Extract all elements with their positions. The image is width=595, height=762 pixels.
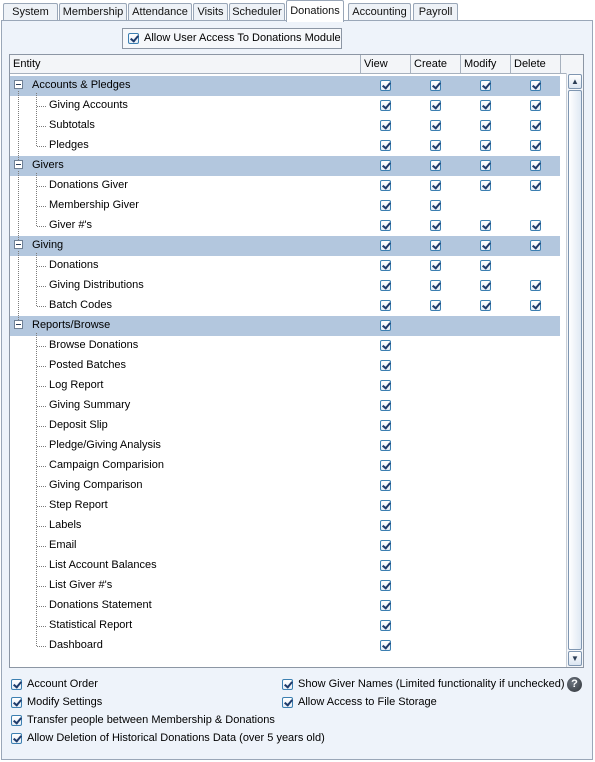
- view-checkbox[interactable]: [380, 420, 391, 431]
- create-checkbox[interactable]: [430, 280, 441, 291]
- view-checkbox[interactable]: [380, 500, 391, 511]
- entity-label: Campaign Comparision: [49, 459, 164, 471]
- delete-checkbox[interactable]: [530, 140, 541, 151]
- table-row[interactable]: [10, 136, 560, 156]
- tree-connector: [37, 106, 46, 107]
- modify-checkbox[interactable]: [480, 80, 491, 91]
- modify-checkbox[interactable]: [480, 100, 491, 111]
- tree-connector: [37, 526, 46, 527]
- tree-connector: [37, 646, 46, 647]
- question-icon[interactable]: ?: [567, 677, 582, 692]
- delete-checkbox[interactable]: [530, 240, 541, 251]
- entity-label: Giving Distributions: [49, 279, 144, 291]
- tree-connector: [37, 226, 46, 227]
- view-checkbox[interactable]: [380, 380, 391, 391]
- entity-label: List Account Balances: [49, 559, 157, 571]
- table-row[interactable]: [10, 436, 560, 456]
- table-row[interactable]: [10, 96, 560, 116]
- view-checkbox[interactable]: [380, 260, 391, 271]
- show-giver-names-label: Show Giver Names (Limited functionality if unchecked): [298, 678, 565, 690]
- file-storage-label: Allow Access to File Storage: [298, 696, 437, 708]
- tree-connector: [37, 406, 46, 407]
- table-row[interactable]: [10, 576, 560, 596]
- entity-label: Log Report: [49, 379, 104, 391]
- allow-module-box[interactable]: [122, 28, 342, 49]
- tree-connector: [37, 586, 46, 587]
- header-view[interactable]: View: [361, 55, 411, 73]
- entity-label: Deposit Slip: [49, 419, 108, 431]
- table-row[interactable]: [10, 636, 560, 656]
- modify-checkbox[interactable]: [480, 120, 491, 131]
- tab-membership[interactable]: Membership: [59, 3, 127, 20]
- table-row[interactable]: [10, 336, 560, 356]
- create-checkbox[interactable]: [430, 260, 441, 271]
- view-checkbox[interactable]: [380, 140, 391, 151]
- create-checkbox[interactable]: [430, 100, 441, 111]
- tree-connector: [37, 606, 46, 607]
- tree-group-line: [18, 251, 19, 320]
- view-checkbox[interactable]: [380, 320, 391, 331]
- entity-label: Donations Giver: [49, 179, 128, 191]
- delete-checkbox[interactable]: [530, 160, 541, 171]
- group-row[interactable]: [10, 236, 560, 256]
- entity-label: Accounts & Pledges: [32, 79, 131, 91]
- transfer-people-label: Transfer people between Membership & Donations: [27, 714, 275, 726]
- table-row[interactable]: [10, 176, 560, 196]
- modify-checkbox[interactable]: [480, 300, 491, 311]
- tab-payroll[interactable]: Payroll: [413, 3, 458, 20]
- minus-icon[interactable]: [14, 160, 23, 169]
- entity-label: Statistical Report: [49, 619, 133, 631]
- entity-label: Membership Giver: [49, 199, 139, 211]
- view-checkbox[interactable]: [380, 180, 391, 191]
- arrow-up-icon: ▲: [571, 77, 579, 86]
- tab-attendance[interactable]: Attendance: [128, 3, 192, 20]
- tab-donations[interactable]: Donations: [286, 0, 344, 22]
- view-checkbox[interactable]: [380, 580, 391, 591]
- create-checkbox[interactable]: [430, 160, 441, 171]
- tab-system[interactable]: System: [3, 3, 58, 20]
- table-row[interactable]: [10, 276, 560, 296]
- table-row[interactable]: [10, 556, 560, 576]
- create-checkbox[interactable]: [430, 140, 441, 151]
- tree-branch-line: [36, 333, 37, 646]
- tree-branch-line: [36, 253, 37, 306]
- tree-connector: [37, 626, 46, 627]
- tab-strip: [0, 0, 595, 22]
- modify-settings-checkbox[interactable]: [11, 697, 22, 708]
- entity-label: Step Report: [49, 499, 108, 511]
- entity-label: Pledge/Giving Analysis: [49, 439, 161, 451]
- view-checkbox[interactable]: [380, 640, 391, 651]
- entity-label: Email: [49, 539, 77, 551]
- header-modify[interactable]: Modify: [461, 55, 511, 73]
- view-checkbox[interactable]: [380, 620, 391, 631]
- create-checkbox[interactable]: [430, 300, 441, 311]
- table-row[interactable]: [10, 456, 560, 476]
- tab-scheduler[interactable]: Scheduler: [229, 3, 285, 20]
- table-row[interactable]: [10, 596, 560, 616]
- entity-label: Subtotals: [49, 119, 95, 131]
- arrow-down-icon: ▼: [571, 654, 579, 663]
- group-row[interactable]: [10, 76, 560, 96]
- entity-label: Labels: [49, 519, 82, 531]
- entity-label: Pledges: [49, 139, 89, 151]
- delete-checkbox[interactable]: [530, 80, 541, 91]
- table-row[interactable]: [10, 496, 560, 516]
- grid-header: [10, 55, 583, 74]
- view-checkbox[interactable]: [380, 120, 391, 131]
- tree-connector: [37, 426, 46, 427]
- group-row[interactable]: [10, 316, 560, 336]
- modify-checkbox[interactable]: [480, 140, 491, 151]
- allow-deletion-label: Allow Deletion of Historical Donations Data (over 5 years old): [27, 732, 325, 744]
- view-checkbox[interactable]: [380, 300, 391, 311]
- table-row[interactable]: [10, 296, 560, 316]
- view-checkbox[interactable]: [380, 280, 391, 291]
- modify-checkbox[interactable]: [480, 180, 491, 191]
- group-row[interactable]: [10, 156, 560, 176]
- view-checkbox[interactable]: [380, 340, 391, 351]
- tree-connector: [37, 566, 46, 567]
- delete-checkbox[interactable]: [530, 280, 541, 291]
- permissions-grid: [9, 54, 584, 668]
- create-checkbox[interactable]: [430, 120, 441, 131]
- view-checkbox[interactable]: [380, 80, 391, 91]
- file-storage-checkbox[interactable]: [282, 697, 293, 708]
- scroll-thumb[interactable]: [568, 90, 582, 650]
- create-checkbox[interactable]: [430, 180, 441, 191]
- entity-label: Batch Codes: [49, 299, 112, 311]
- modify-checkbox[interactable]: [480, 260, 491, 271]
- entity-label: Posted Batches: [49, 359, 127, 371]
- tree-connector: [37, 126, 46, 127]
- modify-checkbox[interactable]: [480, 220, 491, 231]
- scroll-down-button[interactable]: [568, 651, 582, 666]
- tree-connector: [37, 386, 46, 387]
- header-delete[interactable]: Delete: [511, 55, 561, 73]
- tree-connector: [37, 186, 46, 187]
- minus-icon[interactable]: [14, 80, 23, 89]
- modify-checkbox[interactable]: [480, 280, 491, 291]
- tree-connector: [37, 266, 46, 267]
- tab-visits[interactable]: Visits: [193, 3, 228, 20]
- view-checkbox[interactable]: [380, 440, 391, 451]
- tree-connector: [37, 306, 46, 307]
- transfer-people-checkbox[interactable]: [11, 715, 22, 726]
- entity-label: Reports/Browse: [32, 319, 111, 331]
- tab-accounting[interactable]: Accounting: [348, 3, 411, 20]
- create-checkbox[interactable]: [430, 240, 441, 251]
- view-checkbox[interactable]: [380, 560, 391, 571]
- entity-label: Giver #'s: [49, 219, 93, 231]
- tree-connector: [37, 206, 46, 207]
- allow-deletion-checkbox[interactable]: [11, 733, 22, 744]
- view-checkbox[interactable]: [380, 400, 391, 411]
- entity-label: Giving: [32, 239, 64, 251]
- table-row[interactable]: [10, 116, 560, 136]
- allow-module-checkbox[interactable]: [128, 33, 139, 44]
- view-checkbox[interactable]: [380, 100, 391, 111]
- modify-checkbox[interactable]: [480, 240, 491, 251]
- delete-checkbox[interactable]: [530, 100, 541, 111]
- tree-connector: [37, 486, 46, 487]
- table-row[interactable]: [10, 256, 560, 276]
- entity-label: Giving Summary: [49, 399, 131, 411]
- account-order-checkbox[interactable]: [11, 679, 22, 690]
- create-checkbox[interactable]: [430, 220, 441, 231]
- entity-label: List Giver #'s: [49, 579, 113, 591]
- view-checkbox[interactable]: [380, 520, 391, 531]
- entity-label: Donations Statement: [49, 599, 152, 611]
- table-row[interactable]: [10, 516, 560, 536]
- table-row[interactable]: [10, 476, 560, 496]
- entity-label: Giving Comparison: [49, 479, 143, 491]
- tree-connector: [37, 286, 46, 287]
- entity-label: Donations: [49, 259, 99, 271]
- account-order-label: Account Order: [27, 678, 98, 690]
- vertical-scrollbar[interactable]: [566, 73, 583, 667]
- table-row[interactable]: [10, 356, 560, 376]
- header-entity[interactable]: Entity: [10, 55, 361, 73]
- view-checkbox[interactable]: [380, 220, 391, 231]
- tree-group-line: [18, 91, 19, 160]
- view-checkbox[interactable]: [380, 480, 391, 491]
- view-checkbox[interactable]: [380, 360, 391, 371]
- delete-checkbox[interactable]: [530, 180, 541, 191]
- create-checkbox[interactable]: [430, 80, 441, 91]
- table-row[interactable]: [10, 376, 560, 396]
- modify-settings-label: Modify Settings: [27, 696, 103, 708]
- tree-branch-line: [36, 93, 37, 146]
- tree-connector: [37, 466, 46, 467]
- table-row[interactable]: [10, 536, 560, 556]
- view-checkbox[interactable]: [380, 160, 391, 171]
- table-row[interactable]: [10, 216, 560, 236]
- view-checkbox[interactable]: [380, 240, 391, 251]
- modify-checkbox[interactable]: [480, 160, 491, 171]
- entity-label: Givers: [32, 159, 64, 171]
- minus-icon[interactable]: [14, 320, 23, 329]
- delete-checkbox[interactable]: [530, 220, 541, 231]
- scroll-up-button[interactable]: [568, 74, 582, 89]
- tree-connector: [37, 546, 46, 547]
- view-checkbox[interactable]: [380, 200, 391, 211]
- create-checkbox[interactable]: [430, 200, 441, 211]
- tree-connector: [37, 146, 46, 147]
- minus-icon[interactable]: [14, 240, 23, 249]
- tree-branch-line: [36, 173, 37, 226]
- table-row[interactable]: [10, 616, 560, 636]
- table-row[interactable]: [10, 416, 560, 436]
- tree-group-line: [18, 171, 19, 240]
- show-giver-names-checkbox[interactable]: [282, 679, 293, 690]
- view-checkbox[interactable]: [380, 540, 391, 551]
- delete-checkbox[interactable]: [530, 120, 541, 131]
- tree-connector: [37, 366, 46, 367]
- view-checkbox[interactable]: [380, 460, 391, 471]
- allow-module-label: Allow User Access To Donations Module: [144, 32, 341, 44]
- entity-label: Giving Accounts: [49, 99, 128, 111]
- tree-connector: [37, 446, 46, 447]
- delete-checkbox[interactable]: [530, 300, 541, 311]
- table-row[interactable]: [10, 196, 560, 216]
- entity-label: Browse Donations: [49, 339, 139, 351]
- tree-connector: [37, 506, 46, 507]
- header-create[interactable]: Create: [411, 55, 461, 73]
- tree-connector: [37, 346, 46, 347]
- view-checkbox[interactable]: [380, 600, 391, 611]
- entity-label: Dashboard: [49, 639, 103, 651]
- table-row[interactable]: [10, 396, 560, 416]
